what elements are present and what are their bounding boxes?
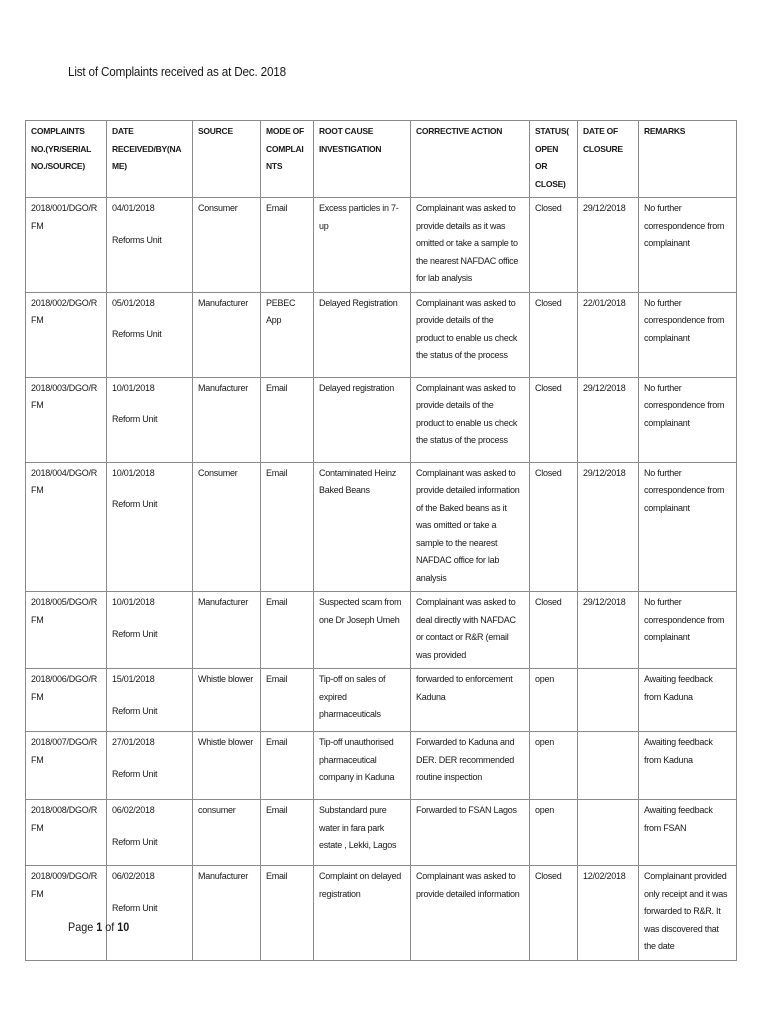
cell-complaint-no (26, 292, 107, 377)
cell-status (530, 377, 578, 462)
cell-date-of-closure (578, 377, 639, 462)
cell-mode-text: Email (266, 805, 288, 815)
cell-status-text: open (535, 805, 555, 815)
cell-remarks (639, 462, 737, 592)
table-row (26, 377, 737, 462)
table-row (26, 866, 737, 961)
cell-date-of-closure-text: 29/12/2018 (583, 203, 626, 213)
cell-status (530, 732, 578, 800)
cell-corrective-action (411, 462, 530, 592)
cell-date-of-closure-text: 29/12/2018 (583, 597, 626, 607)
cell-status (530, 866, 578, 961)
cell-complaint-no-text: 2018/001/DGO/RFM (31, 203, 98, 231)
table-row (26, 669, 737, 732)
cell-corrective-action (411, 592, 530, 669)
cell-corrective-action-text: Forwarded to FSAN Lagos (416, 805, 517, 815)
cell-status (530, 592, 578, 669)
table-row (26, 198, 737, 293)
cell-date-of-closure (578, 866, 639, 961)
cell-status (530, 198, 578, 293)
cell-remarks-text: Awaiting feedback from Kaduna (644, 674, 713, 702)
cell-corrective-action (411, 377, 530, 462)
cell-date-of-closure (578, 462, 639, 592)
cell-corrective-action-text: Complainant was asked to deal directly with NAFDAC or contact or R&R (email was provided (416, 597, 516, 660)
cell-source (193, 198, 261, 293)
cell-root-cause (314, 462, 411, 592)
cell-root-cause (314, 669, 411, 732)
cell-date-received-text: 10/01/2018 (112, 597, 155, 607)
cell-corrective-action-text: Complainant was asked to provide details of the product to enable us check the status of the process (416, 382, 518, 445)
cell-mode-text: Email (266, 871, 288, 881)
cell-remarks-text: Awaiting feedback from Kaduna (644, 737, 713, 765)
cell-complaint-no (26, 669, 107, 732)
page-label: Page (68, 920, 94, 934)
cell-status-text: Closed (535, 871, 562, 881)
cell-corrective-action (411, 198, 530, 293)
cell-date-received (107, 198, 193, 293)
cell-remarks-text: Awaiting feedback from FSAN (644, 805, 713, 833)
cell-status-text: Closed (535, 382, 562, 393)
cell-root-cause-text: Tip-off on sales of expired pharmaceuticals (319, 674, 386, 719)
cell-remarks (639, 292, 737, 377)
cell-root-cause-text: Delayed registration (319, 382, 395, 393)
cell-remarks-text: No further correspondence from complainant (644, 467, 725, 513)
cell-complaint-no-text: 2018/003/DGO/RFM (31, 382, 98, 410)
cell-root-cause (314, 377, 411, 462)
cell-remarks-text: Complainant provided only receipt and it was forwarded to R&R. It was discovered that the date (644, 871, 728, 951)
cell-mode-text: Email (266, 597, 288, 607)
cell-source (193, 292, 261, 377)
cell-complaint-no (26, 462, 107, 592)
cell-complaint-no (26, 377, 107, 462)
cell-status-text: Closed (535, 597, 562, 607)
cell-complaint-no-text: 2018/005/DGO/RFM (31, 597, 98, 625)
cell-complaint-no (26, 592, 107, 669)
cell-date-of-closure-text: 22/01/2018 (583, 297, 626, 308)
cell-date-received-text: 10/01/2018 (112, 382, 155, 393)
received-by-text: Reform Unit (112, 499, 158, 509)
header-corrective-action: CORRECTIVE ACTION (411, 121, 530, 198)
cell-complaint-no (26, 866, 107, 961)
cell-mode (261, 669, 314, 732)
cell-root-cause (314, 198, 411, 293)
received-by-text: Reform Unit (112, 628, 158, 639)
cell-date-received (107, 669, 193, 732)
cell-source (193, 732, 261, 800)
cell-date-received (107, 732, 193, 800)
cell-date-received (107, 292, 193, 377)
cell-status-text: open (535, 674, 555, 684)
cell-corrective-action-text: Complainant was asked to provide details as it was omitted or take a sample to the nearest NAFDAC office for lab analysis (416, 203, 519, 283)
header-source: SOURCE (193, 121, 261, 198)
cell-root-cause (314, 732, 411, 800)
cell-date-received-text: 27/01/2018 (112, 737, 155, 747)
cell-remarks-text: No further correspondence from complainant (644, 297, 725, 343)
cell-complaint-no-text: 2018/006/DGO/RFM (31, 674, 98, 702)
cell-corrective-action (411, 669, 530, 732)
cell-source-text: Whistle blower (198, 737, 254, 747)
cell-source-text: Manufacturer (198, 871, 249, 881)
header-complaints-no: COMPLAINTS NO.(YR/SERIAL NO./SOURCE) (26, 121, 107, 198)
cell-date-received-text: 04/01/2018 (112, 203, 155, 213)
header-date-of-closure: DATE OF CLOSURE (578, 121, 639, 198)
cell-date-of-closure-text: 29/12/2018 (583, 467, 626, 478)
received-by-text: Reform Unit (112, 705, 158, 716)
cell-root-cause (314, 592, 411, 669)
cell-mode (261, 462, 314, 592)
cell-remarks (639, 592, 737, 669)
cell-corrective-action-text: Forwarded to Kaduna and DER. DER recommended routine inspection (416, 737, 515, 782)
cell-date-of-closure (578, 800, 639, 866)
cell-date-of-closure (578, 732, 639, 800)
cell-complaint-no (26, 198, 107, 293)
header-status: STATUS(OPEN OR CLOSE) (530, 121, 578, 198)
received-by-text: Reform Unit (112, 836, 158, 847)
cell-source-text: Manufacturer (198, 382, 249, 393)
cell-mode (261, 732, 314, 800)
cell-remarks (639, 198, 737, 293)
cell-root-cause-text: Complaint on delayed registration (319, 871, 402, 899)
cell-source (193, 592, 261, 669)
cell-source (193, 377, 261, 462)
cell-mode-text: Email (266, 467, 288, 478)
cell-mode-text: Email (266, 674, 288, 684)
cell-complaint-no-text: 2018/004/DGO/RFM (31, 467, 98, 495)
cell-source-text: Manufacturer (198, 297, 249, 308)
cell-remarks (639, 866, 737, 961)
cell-complaint-no-text: 2018/007/DGO/RFM (31, 737, 98, 765)
cell-source (193, 866, 261, 961)
cell-mode-text: PEBEC App (266, 297, 296, 325)
cell-corrective-action-text: Complainant was asked to provide detailed information (416, 871, 520, 899)
header-mode: MODE OF COMPLAINTS (261, 121, 314, 198)
cell-source (193, 800, 261, 866)
cell-mode (261, 377, 314, 462)
cell-date-received-text: 05/01/2018 (112, 297, 155, 308)
cell-date-received (107, 866, 193, 961)
cell-corrective-action-text: Complainant was asked to provide detailed information of the Baked beans as it was omitted or take a sample to the nearest NAFDAC office for lab analysis (416, 467, 520, 583)
cell-corrective-action (411, 732, 530, 800)
cell-mode-text: Email (266, 203, 288, 213)
cell-mode (261, 866, 314, 961)
cell-root-cause-text: Contaminated Heinz Baked Beans (319, 467, 397, 495)
cell-remarks-text: No further correspondence from complainant (644, 597, 725, 642)
cell-complaint-no-text: 2018/002/DGO/RFM (31, 297, 98, 325)
cell-date-of-closure-text: 29/12/2018 (583, 382, 626, 393)
cell-date-of-closure-text: 12/02/2018 (583, 871, 626, 881)
cell-source (193, 462, 261, 592)
cell-root-cause (314, 866, 411, 961)
cell-root-cause-text: Tip-off unauthorised pharmaceutical company in Kaduna (319, 737, 395, 782)
cell-root-cause-text: Excess particles in 7-up (319, 203, 399, 231)
complaints-table (25, 120, 737, 961)
cell-date-received-text: 06/02/2018 (112, 805, 155, 815)
document-title: List of Complaints received as at Dec. 2018 (68, 64, 286, 79)
cell-status (530, 292, 578, 377)
cell-mode (261, 800, 314, 866)
cell-date-received-text: 10/01/2018 (112, 467, 155, 478)
cell-date-received (107, 462, 193, 592)
cell-date-of-closure (578, 292, 639, 377)
header-root-cause: ROOT CAUSE INVESTIGATION (314, 121, 411, 198)
received-by-text: Reforms Unit (112, 329, 162, 339)
table-row (26, 732, 737, 800)
received-by-text: Reform Unit (112, 902, 158, 913)
page-total: 10 (117, 920, 130, 934)
cell-status (530, 462, 578, 592)
cell-source-text: Whistle blower (198, 674, 254, 684)
cell-source-text: consumer (198, 805, 236, 815)
table-row (26, 462, 737, 592)
cell-complaint-no (26, 800, 107, 866)
cell-root-cause (314, 292, 411, 377)
cell-complaint-no-text: 2018/008/DGO/RFM (31, 805, 98, 833)
cell-corrective-action-text: Complainant was asked to provide details of the product to enable us check the status of the process (416, 297, 518, 360)
cell-corrective-action-text: forwarded to enforcement Kaduna (416, 674, 513, 702)
cell-remarks (639, 377, 737, 462)
cell-root-cause-text: Substandard pure water in fara park estate , Lekki, Lagos (319, 805, 397, 850)
cell-source-text: Consumer (198, 467, 238, 478)
cell-mode-text: Email (266, 382, 288, 393)
cell-corrective-action (411, 292, 530, 377)
cell-mode (261, 592, 314, 669)
cell-date-of-closure (578, 592, 639, 669)
cell-status-text: Closed (535, 297, 562, 308)
table-row (26, 800, 737, 866)
cell-corrective-action (411, 866, 530, 961)
table-row (26, 592, 737, 669)
page-number: 1 (96, 920, 103, 934)
cell-complaint-no (26, 732, 107, 800)
cell-date-of-closure (578, 198, 639, 293)
cell-mode (261, 292, 314, 377)
cell-mode-text: Email (266, 737, 288, 747)
header-date-received: DATE RECEIVED/BY(NAME) (107, 121, 193, 198)
cell-source-text: Consumer (198, 203, 238, 213)
cell-status (530, 800, 578, 866)
cell-source-text: Manufacturer (198, 597, 249, 607)
table-row (26, 292, 737, 377)
of-label: of (105, 920, 115, 934)
cell-date-received-text: 15/01/2018 (112, 674, 155, 684)
page-footer (68, 920, 129, 934)
cell-status-text: Closed (535, 467, 562, 478)
cell-date-received (107, 592, 193, 669)
cell-root-cause (314, 800, 411, 866)
cell-root-cause-text: Suspected scam from one Dr Joseph Umeh (319, 597, 402, 625)
header-remarks: REMARKS (639, 121, 737, 198)
cell-remarks-text: No further correspondence from complainant (644, 203, 725, 248)
cell-corrective-action (411, 800, 530, 866)
received-by-text: Reform Unit (112, 768, 158, 779)
received-by-text: Reforms Unit (112, 234, 162, 245)
cell-remarks (639, 732, 737, 800)
table-body (26, 198, 737, 961)
cell-remarks (639, 800, 737, 866)
cell-mode (261, 198, 314, 293)
cell-date-received (107, 800, 193, 866)
cell-date-received-text: 06/02/2018 (112, 871, 155, 881)
cell-source (193, 669, 261, 732)
cell-root-cause-text: Delayed Registration (319, 297, 398, 308)
cell-date-received (107, 377, 193, 462)
cell-status-text: Closed (535, 203, 562, 213)
received-by-text: Reform Unit (112, 414, 158, 424)
cell-status-text: open (535, 737, 555, 747)
cell-status (530, 669, 578, 732)
cell-date-of-closure (578, 669, 639, 732)
cell-remarks (639, 669, 737, 732)
table-header-row (26, 121, 737, 198)
cell-complaint-no-text: 2018/009/DGO/RFM (31, 871, 98, 899)
cell-remarks-text: No further correspondence from complainant (644, 382, 725, 428)
